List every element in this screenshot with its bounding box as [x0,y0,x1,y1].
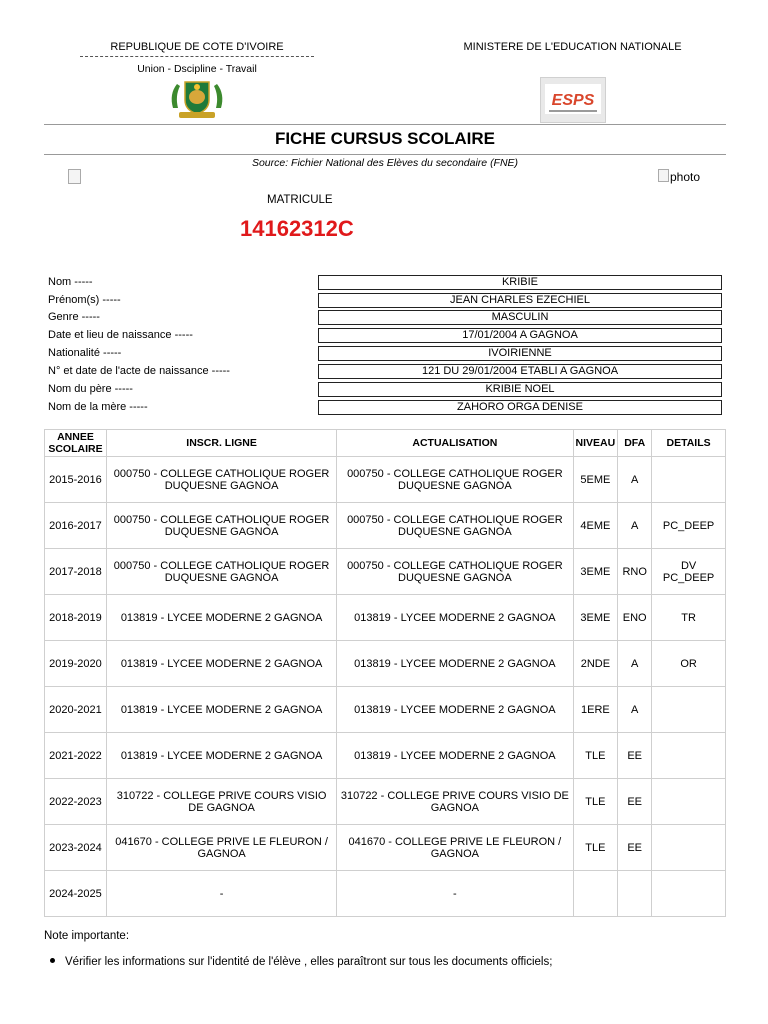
cell-inscription: 013819 - LYCEE MODERNE 2 GAGNOA [106,641,336,687]
cell-dfa: A [618,687,652,733]
matricule-label: MATRICULE [267,194,333,206]
cell-details [652,733,726,779]
national-motto: Union - Dscipline - Travail [137,63,257,75]
cell-dfa: ENO [618,595,652,641]
cell-niveau: 4EME [573,503,618,549]
identity-value-nom: KRIBIE [318,275,722,290]
cell-niveau: TLE [573,733,618,779]
photo-placeholder [658,169,700,184]
identity-value-naissance: 17/01/2004 A GAGNOA [318,328,722,343]
bullet-icon [50,958,55,963]
cell-dfa: A [618,457,652,503]
cell-actualisation: 013819 - LYCEE MODERNE 2 GAGNOA [337,687,573,733]
cell-dfa: RNO [618,549,652,595]
esps-logo-text: ESPS [551,92,595,109]
identity-label-genre: Genre ----- [48,311,100,323]
cell-inscription: 013819 - LYCEE MODERNE 2 GAGNOA [106,733,336,779]
header-left [80,41,314,75]
cell-inscription: 013819 - LYCEE MODERNE 2 GAGNOA [106,595,336,641]
table-row [45,595,726,641]
table-row [45,549,726,595]
table-header-row [45,430,726,457]
cell-dfa: A [618,503,652,549]
table-row [45,687,726,733]
cell-details [652,687,726,733]
identity-value-mere: ZAHORO ORGA DENISE [318,400,722,415]
cell-niveau: 3EME [573,595,618,641]
cell-annee: 2021-2022 [45,733,107,779]
cell-dfa: EE [618,733,652,779]
cell-details [652,457,726,503]
cell-niveau [573,871,618,917]
broken-image-icon [68,169,81,184]
cell-annee: 2022-2023 [45,779,107,825]
cell-annee: 2020-2021 [45,687,107,733]
cell-annee: 2023-2024 [45,825,107,871]
republic-name: REPUBLIQUE DE COTE D'IVOIRE [80,41,314,57]
cell-inscription: 310722 - COLLEGE PRIVE COURS VISIO DE GAGNOA [106,779,336,825]
identity-value-pere: KRIBIE NOEL [318,382,722,397]
col-header-details: DETAILS [652,430,726,457]
broken-image-icon [658,169,669,182]
cell-actualisation: 000750 - COLLEGE CATHOLIQUE ROGER DUQUESNE GAGNOA [337,503,573,549]
cell-niveau: 2NDE [573,641,618,687]
note-item [50,956,552,968]
cell-annee: 2016-2017 [45,503,107,549]
cell-details: OR [652,641,726,687]
esps-logo [540,77,606,123]
cell-actualisation: 000750 - COLLEGE CATHOLIQUE ROGER DUQUESNE GAGNOA [337,549,573,595]
table-row [45,503,726,549]
table-row [45,457,726,503]
cell-niveau: TLE [573,779,618,825]
ministry-name: MINISTERE DE L'EDUCATION NATIONALE [463,41,682,53]
cursus-table [44,429,726,917]
col-header-inscription: INSCR. LIGNE [106,430,336,457]
table-row [45,641,726,687]
cell-actualisation: 013819 - LYCEE MODERNE 2 GAGNOA [337,733,573,779]
cell-dfa: A [618,641,652,687]
identity-label-nationalite: Nationalité ----- [48,347,122,359]
cell-niveau: TLE [573,825,618,871]
cell-inscription: 000750 - COLLEGE CATHOLIQUE ROGER DUQUESNE GAGNOA [106,503,336,549]
col-header-annee: ANNEE SCOLAIRE [45,430,107,457]
identity-label-nom: Nom ----- [48,276,93,288]
cell-dfa [618,871,652,917]
cell-actualisation: - [337,871,573,917]
cell-actualisation: 041670 - COLLEGE PRIVE LE FLEURON / GAGNOA [337,825,573,871]
cell-actualisation: 000750 - COLLEGE CATHOLIQUE ROGER DUQUESNE GAGNOA [337,457,573,503]
col-header-dfa: DFA [618,430,652,457]
col-header-niveau: NIVEAU [573,430,618,457]
cell-details [652,825,726,871]
table-row [45,733,726,779]
cell-details [652,871,726,917]
cell-annee: 2019-2020 [45,641,107,687]
cell-actualisation: 310722 - COLLEGE PRIVE COURS VISIO DE GAGNOA [337,779,573,825]
table-row [45,779,726,825]
cell-actualisation: 013819 - LYCEE MODERNE 2 GAGNOA [337,641,573,687]
cell-annee: 2024-2025 [45,871,107,917]
cell-annee: 2018-2019 [45,595,107,641]
cell-details: PC_DEEP [652,503,726,549]
identity-label-acte: N° et date de l'acte de naissance ----- [48,365,230,377]
coat-of-arms-icon [167,78,227,120]
cell-inscription: 000750 - COLLEGE CATHOLIQUE ROGER DUQUESNE GAGNOA [106,549,336,595]
cell-niveau: 5EME [573,457,618,503]
cell-inscription: 041670 - COLLEGE PRIVE LE FLEURON / GAGNOA [106,825,336,871]
cell-inscription: - [106,871,336,917]
table-row [45,825,726,871]
cell-details [652,779,726,825]
identity-label-prenom: Prénom(s) ----- [48,294,121,306]
cell-dfa: EE [618,825,652,871]
cell-details: TR [652,595,726,641]
identity-value-nationalite: IVOIRIENNE [318,346,722,361]
identity-value-acte: 121 DU 29/01/2004 ETABLI A GAGNOA [318,364,722,379]
cell-inscription: 000750 - COLLEGE CATHOLIQUE ROGER DUQUESNE GAGNOA [106,457,336,503]
identity-label-naissance: Date et lieu de naissance ----- [48,329,193,341]
note-title: Note importante: [44,930,130,942]
table-row [45,871,726,917]
cell-annee: 2015-2016 [45,457,107,503]
cell-inscription: 013819 - LYCEE MODERNE 2 GAGNOA [106,687,336,733]
photo-alt-text: photo [670,170,701,184]
matricule-value: 14162312C [240,216,354,241]
source-note: Source: Fichier National des Elèves du secondaire (FNE) [251,157,519,169]
identity-value-prenom: JEAN CHARLES EZECHIEL [318,293,722,308]
cell-niveau: 1ERE [573,687,618,733]
identity-value-genre: MASCULIN [318,310,722,325]
identity-label-pere: Nom du père ----- [48,383,133,395]
cell-actualisation: 013819 - LYCEE MODERNE 2 GAGNOA [337,595,573,641]
col-header-actualisation: ACTUALISATION [337,430,573,457]
cell-annee: 2017-2018 [45,549,107,595]
identity-label-mere: Nom de la mère ----- [48,401,148,413]
note-item-text: Vérifier les informations sur l'identité de l'élève , elles paraîtront sur tous les documents officiels; [65,956,553,968]
cell-dfa: EE [618,779,652,825]
cell-niveau: 3EME [573,549,618,595]
page-title: FICHE CURSUS SCOLAIRE [44,124,726,155]
cell-details: DV PC_DEEP [652,549,726,595]
